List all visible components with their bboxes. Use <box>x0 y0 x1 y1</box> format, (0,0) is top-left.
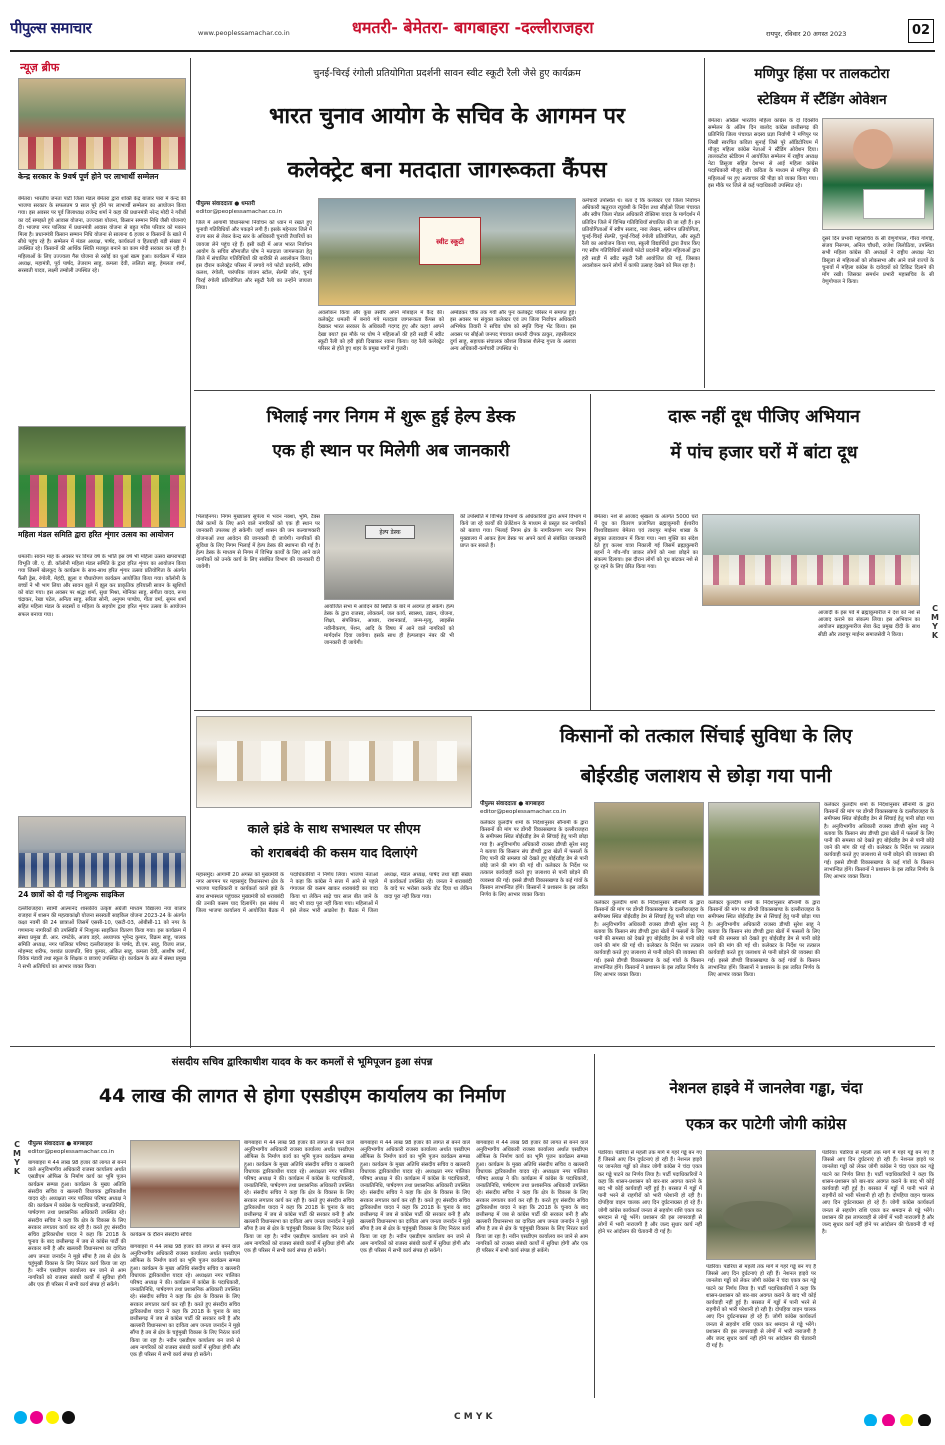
masthead <box>10 14 934 50</box>
a3-col-1: भिलाईनगर। निगम मुख्यालय सुपेला में भवन नक्शा, भूमि, टैक्स जैसे कामों के लिए आने वाले नागरिकों को एक ही स्थान पर जानकारी उपलब्ध हो सकेगी। जहाँ शासन की जन कल्याणकारी योजनाओं तथा आवेदन की जानकारी दी जायेगी। नागरिकों की सुविधा के लिए निगम भिलाई में हेल्प डेस्क की स्थापना की गई है। हेल्प डेस्क के माध्यम से निगम में विभिन्न कार्यों के लिए आने वाले नागरिकों को उनके कार्य के लिए संबंधित विभाग की जानकारी दी जायेगी। <box>196 514 320 571</box>
a1-kicker: चुनई-चिरई रंगोली प्रतियोगिता प्रदर्शनी सावन स्वीट स्कूटी रैली जैसे हुए कार्यक्रम <box>313 68 581 79</box>
a6-body-4: कलेक्टर कुलदीप शर्मा के निर्देशानुसार सौनामी के द्वारा किसानों की मांग पर डोंगरी विकासखण्ड के दल्लीराजहरा के समीपस्थ स्थित बोईरडीह डेम से सिंचाई हेतु पानी छोड़ा गया है। अनुविभागीय अधिकारी राजस्व डौण्डी सुरेश साहू ने बताया कि किसान संघ डौण्डी द्वारा खेतों में फसलों के लिए पानी की समस्या को देखते हुए बोईरडीह डेम से पानी छोड़े जाने की मांग की गई थी। कलेक्टर के निर्देश पर तत्काल कार्यवाही करते हुए जलाशय से पानी छोड़ने की व्यवस्था की गई। इससे डौण्डी विकासखण्ड के कई गांवों के किसान लाभान्वित होंगे। किसानों ने प्रशासन के इस त्वरित निर्णय के लिए आभार व्यक्त किया। <box>824 802 934 881</box>
divider-row-3 <box>194 710 935 711</box>
a7-body-4: बागबाहरा में 44 लाख 98 हजार की लागत से बनने वाले अनुविभागीय अधिकारी राजस्व कार्यालय अर्थात एसडीएम ऑफिस के निर्माण कार्य का भूमि पूजन कार्यक्रम सम्पन्न हुआ। कार्यक्रम के मुख्य अतिथि संसदीय सचिव व खल्लारी विधायक द्वारिकाधीश यादव रहे। अध्यक्षता नगर पालिका परिषद अध्यक्ष ने की। कार्यक्रम में कांग्रेस के पदाधिकारी, जनप्रतिनिधि, पार्षदगण तथा प्रशासनिक अधिकारी उपस्थित रहे। संसदीय सचिव ने कहा कि क्षेत्र के विकास के लिए सरकार लगातार कार्य कर रही है। करते हुए संसदीय सचिव द्वारिकाधीश यादव ने कहा कि 2018 के चुनाव के बाद छत्तीसगढ़ में जब से कांग्रेस पार्टी की सरकार बनी है और खल्लारी विधानसभा का दायित्व आप जनता जनार्दन ने मुझे सौंपा है तब से क्षेत्र के चहुंमुखी विकास के लिए निरंतर कार्य किया जा रहा है। नवीन एसडीएम कार्यालय बन जाने से आम नागरिकों को राजस्व संबंधी कार्यों में सुविधा होगी और एक ही परिसर में सभी कार्य संपन्न हो सकेंगे। <box>360 1140 470 1255</box>
a8-photo <box>706 1150 816 1260</box>
masthead-divider <box>10 50 935 52</box>
a6-email: editor@peoplessamachar.co.in <box>480 809 567 815</box>
a1-col-2: अवलोकन किया और कुछ तस्वीरें अपने मोबाइल में कैद की। कलेक्ट्रेट धमतरी में बनाये गये मतदाता जागरूकता कैंपस को देखकर भारत सरकार के अधिकारी गदगद हुए और कहा! आपने देखा क्या? इस मौके पर घोष ने महिलाओं की हरी साड़ी में स्वीट स्कूटी रैली को हरी झंडी दिखाकर रवाना किया। यह रैली कलेक्ट्रेट परिसर से होते हुए शहर के प्रमुख मार्गों से गुजरी। <box>318 310 444 353</box>
bottom-divider <box>594 1054 595 1398</box>
brief-photo-3 <box>18 816 186 888</box>
a4-body-1: बेमेतरा। नशे से आजाद श्रृंखला के अंतर्गत 5000 घरों में दूध का वितरण प्रजापिता ब्रह्माकुमारी ईश्वरीय विश्वविद्यालय बेमेतरा एवं तारापुर माईनर शाखा के संयुक्त तत्वावधान में किया गया। नशा मुक्ति का संदेश देते हुए कलश यात्रा निकाली गई जिसमें ब्रह्माकुमारी बहनों ने गाँव-गाँव जाकर लोगों को नशा छोड़ने का संकल्प दिलाया। इस दौरान लोगों को दूध बांटकर नशे से दूर रहने के लिए प्रेरित किया गया। <box>594 514 698 571</box>
a6-body-3: कलेक्टर कुलदीप शर्मा के निर्देशानुसार सौनामी के द्वारा किसानों की मांग पर डोंगरी विकासखण्ड के दल्लीराजहरा के समीपस्थ स्थित बोईरडीह डेम से सिंचाई हेतु पानी छोड़ा गया है। अनुविभागीय अधिकारी राजस्व डौण्डी सुरेश साहू ने बताया कि किसान संघ डौण्डी द्वारा खेतों में फसलों के लिए पानी की समस्या को देखते हुए बोईरडीह डेम से पानी छोड़े जाने की मांग की गई थी। कलेक्टर के निर्देश पर तत्काल कार्यवाही करते हुए जलाशय से पानी छोड़ने की व्यवस्था की गई। इससे डौण्डी विकासखण्ड के कई गांवों के किसान लाभान्वित होंगे। किसानों ने प्रशासन के इस त्वरित निर्णय के लिए आभार व्यक्त किया। <box>708 900 820 979</box>
a6-body-1: कलेक्टर कुलदीप शर्मा के निर्देशानुसार सौनामी के द्वारा किसानों की मांग पर डोंगरी विकासखण्ड के दल्लीराजहरा के समीपस्थ स्थित बोईरडीह डेम से सिंचाई हेतु पानी छोड़ा गया है। अनुविभागीय अधिकारी राजस्व डौण्डी सुरेश साहू ने बताया कि किसान संघ डौण्डी द्वारा खेतों में फसलों के लिए पानी की समस्या को देखते हुए बोईरडीह डेम से पानी छोड़े जाने की मांग की गई थी। कलेक्टर के निर्देश पर तत्काल कार्यवाही करते हुए जलाशय से पानी छोड़ने की व्यवस्था की गई। इससे डौण्डी विकासखण्ड के कई गांवों के किसान लाभान्वित होंगे। किसानों ने प्रशासन के इस त्वरित निर्णय के लिए आभार व्यक्त किया। <box>480 820 588 899</box>
a3-col-2: आयोजित सभा में आवेदन की स्थिति के बारे में अवगत हो सकेंगे। हेल्प डेस्क के द्वारा राजस्व, लोककर्म, जल कार्य, स्वास्थ्य, उद्यान, योजना, शिक्षा, संपत्तिकर, आधार, राशनकार्ड, जन्म-मृत्यु, लाइसेंस नवीनीकरण, पेंशन, आदि के विषय में आने वाले नागरिकों को मार्गदर्शन दिया जायेगा। इसके साथ ही हेल्पलाइन नंबर की भी जानकारी दी जायेगी। <box>324 604 454 647</box>
divider-row-2 <box>194 390 935 391</box>
a6-headline-2: बोईरडीह जलाशय से छोड़ा गया पानी <box>580 765 832 787</box>
a7-body-2: बागबाहरा में 44 लाख 98 हजार की लागत से बनने वाले अनुविभागीय अधिकारी राजस्व कार्यालय अर्थात एसडीएम ऑफिस के निर्माण कार्य का भूमि पूजन कार्यक्रम सम्पन्न हुआ। कार्यक्रम के मुख्य अतिथि संसदीय सचिव व खल्लारी विधायक द्वारिकाधीश यादव रहे। अध्यक्षता नगर पालिका परिषद अध्यक्ष ने की। कार्यक्रम में कांग्रेस के पदाधिकारी, जनप्रतिनिधि, पार्षदगण तथा प्रशासनिक अधिकारी उपस्थित रहे। संसदीय सचिव ने कहा कि क्षेत्र के विकास के लिए सरकार लगातार कार्य कर रही है। करते हुए संसदीय सचिव द्वारिकाधीश यादव ने कहा कि 2018 के चुनाव के बाद छत्तीसगढ़ में जब से कांग्रेस पार्टी की सरकार बनी है और खल्लारी विधानसभा का दायित्व आप जनता जनार्दन ने मुझे सौंपा है तब से क्षेत्र के चहुंमुखी विकास के लिए निरंतर कार्य किया जा रहा है। नवीन एसडीएम कार्यालय बन जाने से आम नागरिकों को राजस्व संबंधी कार्यों में सुविधा होगी और एक ही परिसर में सभी कार्य संपन्न हो सकेंगे। <box>130 1244 240 1359</box>
a8-body-2: पंडरिया। पंडरिया से महली तक मार्ग में गहरे गड्ढे बन गए हैं जिससे आए दिन दुर्घटनाएं हो रही हैं। नेशनल हाइवे पर जानलेवा गड्ढों को लेकर जोगी कांग्रेस ने चंदा एकत्र कर गड्ढे पाटने का निर्णय लिया है। पार्टी पदाधिकारियों ने कहा कि शासन-प्रशासन को बार-बार अवगत कराने के बाद भी कोई कार्यवाही नहीं हुई है। बरसात में गड्ढों में पानी भरने से राहगीरों को भारी परेशानी हो रही है। दोपहिया वाहन चालक आए दिन दुर्घटनाग्रस्त हो रहे हैं। जोगी कांग्रेस कार्यकर्ता जनता से सहयोग राशि एकत्र कर श्रमदान से गड्ढे भरेंगे। प्रशासन की इस लापरवाही से लोगों में भारी नाराजगी है और जल्द सुधार कार्य नहीं होने पर आंदोलन की चेतावनी दी गई है। <box>706 1264 816 1350</box>
a7-body-1: बागबाहरा में 44 लाख 98 हजार की लागत से बनने वाले अनुविभागीय अधिकारी राजस्व कार्यालय अर्थात एसडीएम ऑफिस के निर्माण कार्य का भूमि पूजन कार्यक्रम सम्पन्न हुआ। कार्यक्रम के मुख्य अतिथि संसदीय सचिव व खल्लारी विधायक द्वारिकाधीश यादव रहे। अध्यक्षता नगर पालिका परिषद अध्यक्ष ने की। कार्यक्रम में कांग्रेस के पदाधिकारी, जनप्रतिनिधि, पार्षदगण तथा प्रशासनिक अधिकारी उपस्थित रहे। संसदीय सचिव ने कहा कि क्षेत्र के विकास के लिए सरकार लगातार कार्य कर रही है। करते हुए संसदीय सचिव द्वारिकाधीश यादव ने कहा कि 2018 के चुनाव के बाद छत्तीसगढ़ में जब से कांग्रेस पार्टी की सरकार बनी है और खल्लारी विधानसभा का दायित्व आप जनता जनार्दन ने मुझे सौंपा है तब से क्षेत्र के चहुंमुखी विकास के लिए निरंतर कार्य किया जा रहा है। नवीन एसडीएम कार्यालय बन जाने से आम नागरिकों को राजस्व संबंधी कार्यों में सुविधा होगी और एक ही परिसर में सभी कार्य संपन्न हो सकेंगे। <box>28 1160 126 1289</box>
register-mark-left: C M Y K <box>13 1140 21 1176</box>
left-column-divider <box>190 58 191 1048</box>
a2-body-2: दूसरे दिन प्रभारी महासचिव के सी वेणुगोपाल, गौरव गोगोई, संजय निरूपम, अनिल चौधरी, राजेश लिलोठिया, उपस्थित सभी महिला कांग्रेस की अध्यक्षों ने राष्ट्रीय अध्यक्ष नेटा डिसूजा से महिलाओं को लोकसभा और आने वाले राज्यों के चुनावों में महिला कांग्रेस के दावेदारों को टिकिट दिलाने की माँग रखी। जिसका समर्थन प्रभारी महासचिव के सी वेणुगोपाल ने किया। <box>822 236 934 286</box>
a5-headline-1: काले झंडे के साथ सभास्थल पर सीएम <box>247 821 421 836</box>
divider-row-4 <box>10 1046 935 1047</box>
a1-headline-1: भारत चुनाव आयोग के सचिव के आगमन पर <box>268 104 626 129</box>
a3-col-3: की उपस्थिति में विभिन्न विभागों के अधिकारियों द्वारा अपने विभाग में किये जा रहे कार्यों की प्रेजेंटेशन के माध्यम से प्रस्तुत कर नागरिकों को बताया गया। भिलाई निगम क्षेत्र के नागरिकगण नगर निगम मुख्यालय में आकर हेल्प डेस्क पर अपने कार्य से संबंधित जानकारी प्राप्त कर सकते हैं। <box>460 514 586 549</box>
brief-headline-1: केन्द्र सरकार के 9वर्ष पूर्ण होने पर लाभार्थी सम्मेलन <box>18 172 159 181</box>
a2-headline-2: स्टेडियम में स्टैंडिंग ओवेशन <box>757 92 887 108</box>
brief-photo-2 <box>18 426 186 528</box>
site-url: www.peoplessamachar.co.in <box>198 29 290 37</box>
logo <box>10 18 160 44</box>
a5-body: महासमुंद। आगामी 20 अगस्त को मुख्यमंत्री के नगर आगमन पर महासमुंद विधानसभा क्षेत्र के भाजपा पदाधिकारी व कार्यकर्ता काले झंडे के साथ सभास्थल पहुंचकर मुख्यमंत्री को शराबबंदी की उनकी कसम याद दिलायेंगे। इस संबंध में जिला भाजपा कार्यालय में आयोजित बैठक में पदाधिकारियों ने निर्णय लिया। भाजपा नेताओं ने कहा कि कांग्रेस ने सत्ता में आने से पहले गंगाजल की कसम खाकर शराबबंदी का वादा किया था लेकिन साढ़े चार साल बीत जाने के बाद भी वादा पूरा नहीं किया गया। महिलाओं में इसे लेकर भारी आक्रोश है। बैठक में जिला अध्यक्ष, मंडल अध्यक्ष, पार्षद तथा बड़ी संख्या में कार्यकर्ता उपस्थित रहे। जनता ने शराबबंदी के वादे पर भरोसा करके वोट दिया था लेकिन वादा पूरा नहीं किया गया। <box>196 872 472 915</box>
a1-col-1: जिले में आगामी विधानसभा निर्वाचन को ध्यान में रखते हुए चुनावी गतिविधियों और पकड़ने लगी हैं। इसके मद्देनजर जिले में राज्य स्तर से लेकर केन्द्र स्तर के अधिकारी चुनावी तैयारियों का जायजा लेने पहुंच रहे हैं। इसी कड़ी में आज भारत निर्वाचन आयोग के सचिव सौम्यजीत घोष ने मतदाता जागरूकता हेतु जिले में संचालित गतिविधियों की बारीकी से अवलोकन किया। इस दौरान कलेक्ट्रेट परिसर में लगाये गये फोटो प्रदर्शनी, स्वीप कलश, रंगोली, पारंपरिक व्यंजन स्टॉल, सेल्फी जोन, चुनई चिरई रंगोली प्रतियोगिता और स्कूटी रैली का उन्होंने जायजा लिया। <box>196 220 312 291</box>
a7-byline: पीपुल्स संवाददाता ● बागबाहरा <box>28 1141 93 1147</box>
a1-byline: पीपुल्स संवाददाता ● धमतरी <box>196 201 255 207</box>
page-number: 02 <box>908 19 934 43</box>
a6-byline: पीपुल्स संवाददाता ● बागबाहरा <box>480 801 545 807</box>
a3-headline-1: भिलाई नगर निगम में शुरू हुई हेल्प डेस्क <box>266 407 516 427</box>
a3-headline-2: एक ही स्थान पर मिलेगी अब जानकारी <box>272 441 510 461</box>
a8-body-3: पंडरिया। पंडरिया से महली तक मार्ग में गहरे गड्ढे बन गए हैं जिससे आए दिन दुर्घटनाएं हो रही हैं। नेशनल हाइवे पर जानलेवा गड्ढों को लेकर जोगी कांग्रेस ने चंदा एकत्र कर गड्ढे पाटने का निर्णय लिया है। पार्टी पदाधिकारियों ने कहा कि शासन-प्रशासन को बार-बार अवगत कराने के बाद भी कोई कार्यवाही नहीं हुई है। बरसात में गड्ढों में पानी भरने से राहगीरों को भारी परेशानी हो रही है। दोपहिया वाहन चालक आए दिन दुर्घटनाग्रस्त हो रहे हैं। जोगी कांग्रेस कार्यकर्ता जनता से सहयोग राशि एकत्र कर श्रमदान से गड्ढे भरेंगे। प्रशासन की इस लापरवाही से लोगों में भारी नाराजगी है और जल्द सुधार कार्य नहीं होने पर आंदोलन की चेतावनी दी गई है। <box>822 1150 934 1236</box>
logo-text: पीपुल्स समाचार <box>10 19 92 37</box>
brief-photo-1 <box>18 78 186 170</box>
a1-headline-2: कलेक्ट्रेट बना मतदाता जागरूकता कैंपस <box>287 158 607 183</box>
a5-headline-2: को शराबबंदी की कसम याद दिलाएंगे <box>250 845 418 860</box>
a6-headline-1: किसानों को तत्काल सिंचाई सुविधा के लिए <box>559 725 853 747</box>
news-brief-label: न्यूज़ ब्रीफ <box>20 61 60 74</box>
a3-photo: हेल्प डेस्क <box>324 514 454 600</box>
brief-body-1: बेमेतरा। भारतीय जनता पार्टी जिला मंडल बेमेतरा द्वारा शक्ति केंद्र बाजार पारा में केन्द्र की भाजपा सरकार के सफलतम 9 साल पूरे होने पर लाभार्थी सम्मेलन का आयोजन किया गया। इस अवसर पर पूर्व जिलाध्यक्ष राजेन्द्र शर्मा ने कहा की प्रधानमंत्री नरेन्द्र मोदी ने गरीबों का दर्द समझते हुये आवास योजना, उज्ज्वला योजना, किसान सम्मान निधि जैसी योजनाएं दी। भाजपा नगर पालिका में प्रधानमंत्री आवास योजना से बहुत गरीब परिवार को मकान मिला है। प्रधानमंत्री किसान सम्मान निधि योजना से सालाना 6 हजार रु किसानों के खाते में सीधे पहुंच रहे है। सम्मेलन में मंडल अध्यक्ष, पार्षद, कार्यकर्ता व हितग्राही बड़ी संख्या में उपस्थित रहे। किसानों की आर्थिक स्थिति मजबूत बनाने का काम मोदी सरकार कर रही है। महिलाओं के लिए उज्ज्वला गैस योजना से रसोई का धुआं खत्म हुआ। कार्यक्रम में मंडल अध्यक्ष, महामंत्री, पूर्व पार्षद, तेजराम साहू, कमला देवी, ललिता साहू, हेमलता शर्मा, सरस्वती यादव, लक्ष्मी तम्बोली उपस्थित रहे। <box>18 196 186 275</box>
a7-photo-caption: कार्यक्रम के दौरान संसदीय सचिव <box>130 1232 192 1238</box>
a7-kicker: संसदीय सचिव द्वारिकाधीश यादव के कर कमलों से भूमिपूजन हुआ संपन्न <box>171 1057 433 1068</box>
a6-body-2: कलेक्टर कुलदीप शर्मा के निर्देशानुसार सौनामी के द्वारा किसानों की मांग पर डोंगरी विकासखण्ड के दल्लीराजहरा के समीपस्थ स्थित बोईरडीह डेम से सिंचाई हेतु पानी छोड़ा गया है। अनुविभागीय अधिकारी राजस्व डौण्डी सुरेश साहू ने बताया कि किसान संघ डौण्डी द्वारा खेतों में फसलों के लिए पानी की समस्या को देखते हुए बोईरडीह डेम से पानी छोड़े जाने की मांग की गई थी। कलेक्टर के निर्देश पर तत्काल कार्यवाही करते हुए जलाशय से पानी छोड़ने की व्यवस्था की गई। इससे डौण्डी विकासखण्ड के कई गांवों के किसान लाभान्वित होंगे। किसानों ने प्रशासन के इस त्वरित निर्णय के लिए आभार व्यक्त किया। <box>594 900 704 979</box>
center-right-divider-1 <box>704 58 705 388</box>
a8-body-1: पंडरिया। पंडरिया से महली तक मार्ग में गहरे गड्ढे बन गए हैं जिससे आए दिन दुर्घटनाएं हो रही हैं। नेशनल हाइवे पर जानलेवा गड्ढों को लेकर जोगी कांग्रेस ने चंदा एकत्र कर गड्ढे पाटने का निर्णय लिया है। पार्टी पदाधिकारियों ने कहा कि शासन-प्रशासन को बार-बार अवगत कराने के बाद भी कोई कार्यवाही नहीं हुई है। बरसात में गड्ढों में पानी भरने से राहगीरों को भारी परेशानी हो रही है। दोपहिया वाहन चालक आए दिन दुर्घटनाग्रस्त हो रहे हैं। जोगी कांग्रेस कार्यकर्ता जनता से सहयोग राशि एकत्र कर श्रमदान से गड्ढे भरेंगे। प्रशासन की इस लापरवाही से लोगों में भारी नाराजगी है और जल्द सुधार कार्य नहीं होने पर आंदोलन की चेतावनी दी गई है। <box>598 1150 702 1236</box>
a5-photo <box>196 716 472 808</box>
a4-headline-2: में पांच हजार घरों में बांटा दूध <box>670 443 858 463</box>
brief-body-3: दल्लीराजहरा। स्वामी आत्मानंद शासकीय उत्कृष्ट अंग्रेजी माध्यम विद्यालय नया बाजार राजहरा में शासन की महत्वाकांक्षी योजना सरस्वती साइकिल योजना 2023-24 के अंतर्गत कक्षा नवमीं की 24 छात्राओं जिसमें एससी-10, एसटी-03, ओबीसी-11 को नगर के गणमान्य नागरिकों की उपस्थिति में निःशुल्क साइकिल वितरण किया गया। इस कार्यक्रम में संस्था प्रमुख डी. आर. रामटेके, अजय डहरे, अध्यापक भूपेन्द्र कुमार, विक्रम साहू, पालक समिति अध्यक्ष, नगर पालिका परिषद दल्लीराजहरा के पार्षद, डी.एम. साहू, विजय लाल, मोहम्मद शरीफ, यशवंत प्रजापति, शिव कुमार, अंकित साहू, कमला देवी, आशीष वर्मा, विवेक मंडावी तथा स्कूल के शिक्षक व छात्राएं उपस्थित रहे। कार्यक्रम के अंत में संस्था प्रमुख ने सभी अतिथियों का आभार व्यक्त किया। <box>18 906 186 970</box>
a1-photo-banner: स्वीट स्कूटी <box>419 217 481 265</box>
a4-body-2: आजादी के इस पर्व में ब्रह्माकुमारीज ने देश को नशे से आजाद कराने का संकल्प लिया। इस अभियान का आयोजन ब्रह्माकुमारीज सेवा केंद्र प्रमुख दीदी के साथ सीडी और तारापुर माईनर समाजसेवी ने किया। <box>818 610 920 638</box>
a4-photo <box>702 514 920 606</box>
a1-email: editor@peoplessamachar.co.in <box>196 209 283 215</box>
a1-col-3: अम्बेडकर चौक तक गयी और पुनः कलेक्ट्रेट परिसर में समाप्त हुई। इस अवसर पर संयुक्त कलेक्टर एवं उप जिला निर्वाचन अधिकारी अभिषेक तिवारी ने सचिव घोष को स्मृति चिन्ह भेंट किया। इस अवसर पर सीईओ जनपद पंचायत धमतरी दीपक ठाकुर, तहसीलदार दुर्गा साहू, सहायक संचालक कौशल विकास शैलेन्द्र गुप्ता के अलावा अन्य अधिकारी-कर्मचारी उपस्थित थे। <box>450 310 576 353</box>
a4-headline-1: दारू नहीं दूध पीजिए अभियान <box>668 407 860 427</box>
a7-photo <box>130 1140 240 1228</box>
a2-body-1: बेमेतरा। अखिल भारतीय महिला कांग्रेस के दो दिवसीय सम्मेलन के अंतिम दिन बालोद कांग्रेस छत्तीसगढ़ की प्रतिनिधि जिला पंचायत सदस्य प्रज्ञा निर्वाणी ने मणिपुर पर लिखी स्वरचित कविता सुनाई जिसे पूरे ऑडिटोरियम में मौजूद महिला कांग्रेस नेताओं ने स्टैंडिंग ओवेशन दिया। तालकटोरा स्टेडियम में आयोजित सम्मेलन में राष्ट्रीय अध्यक्ष नेटा डिसूजा सहित देशभर से आई महिला कांग्रेस पदाधिकारी मौजूद थीं। कविता के माध्यम से मणिपुर की महिलाओं पर हुए अत्याचार की पीड़ा को व्यक्त किया गया। इस मौके पर जिले से कई पदाधिकारी उपस्थित रहे। <box>708 118 818 189</box>
a2-photo <box>822 118 934 230</box>
a7-email: editor@peoplessamachar.co.in <box>28 1149 115 1155</box>
dateline: रायपुर, रविवार 20 अगस्त 2023 <box>766 30 847 38</box>
a1-col-4: कर्मचारी उपस्थित थे। बता दें कि कलेक्टर एवं जिला निर्वाचन अधिकारी ऋतुराज रघुवंशी के निर्देश तथा सीईओ जिला पंचायत और स्वीप जिला नोडल अधिकारी रोक्तिमा यादव के मार्गदर्शन में प्रतिदिन जिले में विभिन्न गतिविधियाँ संचालित की जा रही हैं। इन प्रतियोगिताओं में स्वीप सलाद, नारा लेखन, स्लोगन प्रतियोगिता, चुनई-चिरई सेल्फी, चुनई-चिरई रंगोली प्रतियोगिता, और स्कूटी रैली का आयोजन किया गया, स्कूली विद्यार्थियों द्वारा तैयार किए गए स्वीप गतिविधियों संबंधी फोटो प्रदर्शनी सहित महिलाओं द्वारा हरी साड़ी में स्वीट स्कूटी रैली आयोजित की गई, जिसका अवलोकन करने लोगों में काफी उत्साह देखने को मिल रहा है। <box>582 198 700 269</box>
brief-body-2: धमतरी। सावन माह के अवसर पर विगत वर्ष के भांति इस वर्ष भी महिला उत्सव खपरापाढ़ी विभूति जी. ए. डी. कॉलोनी महिला मंडल समिति के द्वारा हरित शृंगार का आयोजन किया गया जिसमें खेलकूद के कार्यक्रम के साथ-साथ हरित शृंगार उत्सव प्रतियोगिता के अंतर्गत फैंसी ड्रेस, रंगोली, मेहंदी, झूला व पौधारोपण कार्यक्रम आयोजित किया गया। कॉलोनी के बच्चों ने भी भाग लिया और सावन झूले में झूल कर प्राकृतिक हरियाली सावन के खुशियों को बांटा गया। इस अवसर पर श्रद्धा शर्मा, सुधा मिश्रा, मोनिका साहू, संगीता यादव, रूपा चंद्राकर, रेखा पटेल, अनिता साहू, सरिता सोनी, अनुपम पाण्डेय, गीता वर्मा, सुमन शर्मा सहित महिला मंडल के सदस्यों व महिला के सहयोग द्वारा हरित शृंगार उत्सव के आयोजन सफल बनाया गया। <box>18 554 186 618</box>
center-right-divider-2 <box>590 394 591 710</box>
a2-headline-1: मणिपुर हिंसा पर तालकटोरा <box>754 66 890 82</box>
edition-places: धमतरी- बेमेतरा- बागबाहरा -दल्लीराजहरा <box>352 18 594 37</box>
footer-register-marks <box>14 1410 934 1430</box>
a8-headline-2: एकत्र कर पाटेगी जोगी कांग्रेस <box>685 1115 847 1133</box>
a6-photo-2 <box>708 802 820 896</box>
footer-cmyk-center: C M Y K <box>454 1412 493 1422</box>
brief-headline-2: महिला मंडल समिति द्वारा हरित शृंगार उत्सव का आयोजन <box>18 530 174 539</box>
register-mark-right: C M Y K <box>931 604 939 640</box>
a6-photo-1 <box>594 802 704 896</box>
brief-headline-3: 24 छात्रों को दी गईं निःशुल्क साइकिल <box>18 890 125 899</box>
a8-headline-1: नेशनल हाइवे में जानलेवा गड्ढा, चंदा <box>669 1079 863 1097</box>
a7-headline: 44 लाख की लागत से होगा एसडीएम कार्यालय का निर्माण <box>98 1085 506 1107</box>
a7-body-5: बागबाहरा में 44 लाख 98 हजार की लागत से बनने वाले अनुविभागीय अधिकारी राजस्व कार्यालय अर्थात एसडीएम ऑफिस के निर्माण कार्य का भूमि पूजन कार्यक्रम सम्पन्न हुआ। कार्यक्रम के मुख्य अतिथि संसदीय सचिव व खल्लारी विधायक द्वारिकाधीश यादव रहे। अध्यक्षता नगर पालिका परिषद अध्यक्ष ने की। कार्यक्रम में कांग्रेस के पदाधिकारी, जनप्रतिनिधि, पार्षदगण तथा प्रशासनिक अधिकारी उपस्थित रहे। संसदीय सचिव ने कहा कि क्षेत्र के विकास के लिए सरकार लगातार कार्य कर रही है। करते हुए संसदीय सचिव द्वारिकाधीश यादव ने कहा कि 2018 के चुनाव के बाद छत्तीसगढ़ में जब से कांग्रेस पार्टी की सरकार बनी है और खल्लारी विधानसभा का दायित्व आप जनता जनार्दन ने मुझे सौंपा है तब से क्षेत्र के चहुंमुखी विकास के लिए निरंतर कार्य किया जा रहा है। नवीन एसडीएम कार्यालय बन जाने से आम नागरिकों को राजस्व संबंधी कार्यों में सुविधा होगी और एक ही परिसर में सभी कार्य संपन्न हो सकेंगे। <box>476 1140 588 1255</box>
a7-body-3: बागबाहरा में 44 लाख 98 हजार की लागत से बनने वाले अनुविभागीय अधिकारी राजस्व कार्यालय अर्थात एसडीएम ऑफिस के निर्माण कार्य का भूमि पूजन कार्यक्रम सम्पन्न हुआ। कार्यक्रम के मुख्य अतिथि संसदीय सचिव व खल्लारी विधायक द्वारिकाधीश यादव रहे। अध्यक्षता नगर पालिका परिषद अध्यक्ष ने की। कार्यक्रम में कांग्रेस के पदाधिकारी, जनप्रतिनिधि, पार्षदगण तथा प्रशासनिक अधिकारी उपस्थित रहे। संसदीय सचिव ने कहा कि क्षेत्र के विकास के लिए सरकार लगातार कार्य कर रही है। करते हुए संसदीय सचिव द्वारिकाधीश यादव ने कहा कि 2018 के चुनाव के बाद छत्तीसगढ़ में जब से कांग्रेस पार्टी की सरकार बनी है और खल्लारी विधानसभा का दायित्व आप जनता जनार्दन ने मुझे सौंपा है तब से क्षेत्र के चहुंमुखी विकास के लिए निरंतर कार्य किया जा रहा है। नवीन एसडीएम कार्यालय बन जाने से आम नागरिकों को राजस्व संबंधी कार्यों में सुविधा होगी और एक ही परिसर में सभी कार्य संपन्न हो सकेंगे। <box>244 1140 354 1255</box>
a1-photo <box>318 198 576 306</box>
